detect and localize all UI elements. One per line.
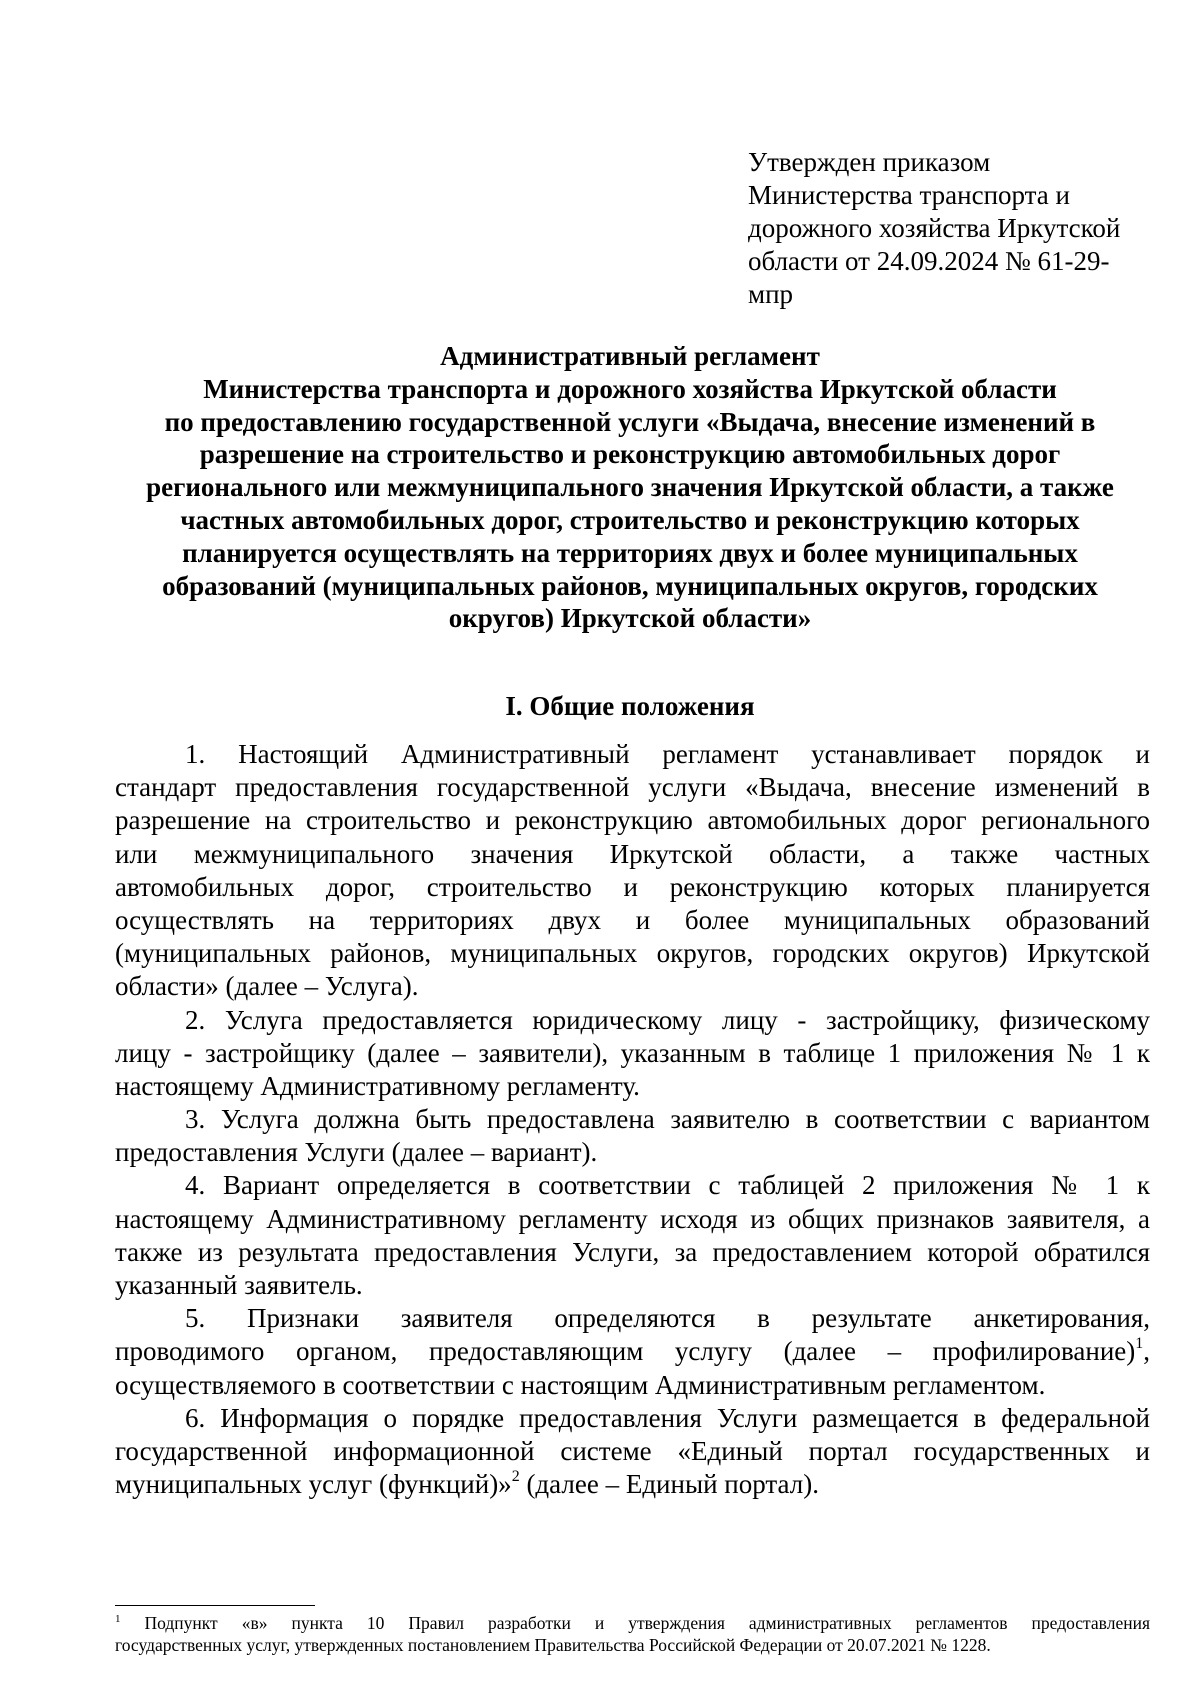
- paragraph-1-line: осуществлять на территориях двух и более муниципальных образований: [115, 904, 1150, 935]
- paragraph-5-text: проводимого органом, предоставляющим услугу (далее – профилирование): [115, 1336, 1136, 1367]
- footnote-ref-2[interactable]: 2: [511, 1468, 520, 1486]
- approval-stamp: [748, 146, 1148, 311]
- paragraph-6-line: 6. Информация о порядке предоставления Услуги размещается в федеральной: [185, 1402, 1150, 1433]
- paragraph-4-line: настоящему Административному регламенту исходя из общих признаков заявителя, а: [115, 1203, 1150, 1234]
- paragraph-2-line: настоящему Административному регламенту.: [115, 1070, 640, 1101]
- paragraph-2-line: 2. Услуга предоставляется юридическому лицу - застройщику, физическому: [185, 1004, 1150, 1035]
- title-line: по предоставлению государственной услуги «Выдача, внесение изменений в: [164, 406, 1096, 437]
- paragraph-6-line: [115, 1468, 1150, 1501]
- paragraph-5-line: осуществляемого в соответствии с настоящим Административным регламентом.: [115, 1369, 1046, 1400]
- paragraph-5-punct: ,: [1143, 1336, 1150, 1367]
- approval-line: дорожного хозяйства Иркутской: [748, 213, 1121, 243]
- footnote-marker: 1: [115, 1613, 121, 1625]
- footnote-ref-1[interactable]: 1: [1135, 1335, 1144, 1353]
- approval-line: области от 24.09.2024 № 61-29-: [748, 246, 1110, 276]
- footnote-separator: [115, 1605, 315, 1606]
- paragraph-5-line: [115, 1335, 1150, 1368]
- paragraph-1-line: 1. Настоящий Административный регламент устанавливает порядок и: [185, 739, 1150, 769]
- paragraph-3-line: предоставления Услуги (далее – вариант).: [115, 1137, 598, 1168]
- paragraph-1-line: разрешение на строительство и реконструкцию автомобильных дорог регионального: [115, 805, 1150, 836]
- document-title: [110, 340, 1150, 635]
- paragraph-3-line: 3. Услуга должна быть предоставлена заявителю в соответствии с вариантом: [185, 1104, 1150, 1135]
- paragraph-5-line: 5. Признаки заявителя определяются в результате анкетирования,: [185, 1303, 1150, 1334]
- title-line: образований (муниципальных районов, муниципальных округов, городских: [162, 570, 1098, 601]
- title-line: планируется осуществлять на территориях двух и более муниципальных: [182, 537, 1078, 568]
- paragraph-4-line: указанный заявитель.: [115, 1270, 363, 1300]
- footnote-line: государственных услуг, утвержденных постановлением Правительства Российской Федерации от 20.07.2021 № 1228.: [115, 1635, 991, 1655]
- paragraph-6-tail: (далее – Единый портал).: [519, 1469, 819, 1500]
- title-line: регионального или межмуниципального значения Иркутской области, а также: [146, 472, 1114, 503]
- document-body: [115, 738, 1150, 1501]
- footnote-text: Подпункт «в» пункта 10 Правил разработки и утверждения административных регламентов предоставления: [120, 1613, 1150, 1633]
- title-line: Министерства транспорта и дорожного хозяйства Иркутской области: [203, 373, 1057, 404]
- paragraph-1-line: области» (далее – Услуга).: [115, 971, 419, 1002]
- paragraph-1-line: автомобильных дорог, строительство и реконструкцию которых планируется: [115, 871, 1150, 902]
- footnote-1: [115, 1612, 1150, 1656]
- section-heading: I. Общие положения: [505, 691, 755, 721]
- title-line: округов) Иркутской области»: [448, 603, 812, 634]
- paragraph-4-line: также из результата предоставления Услуги, за предоставлением которой обратился: [115, 1236, 1150, 1267]
- title-line: разрешение на строительство и реконструкцию автомобильных дорог: [199, 439, 1061, 470]
- approval-line: Министерства транспорта и: [748, 180, 1070, 210]
- footnote-line: [115, 1612, 1150, 1634]
- title-line: Административный регламент: [440, 341, 820, 371]
- paragraph-1-line: стандарт предоставления государственной услуги «Выдача, внесение изменений в: [115, 772, 1150, 803]
- paragraph-4-line: 4. Вариант определяется в соответствии с таблицей 2 приложения № 1 к: [185, 1170, 1150, 1201]
- paragraph-6-line: государственной информационной системе «Единый портал государственных и: [115, 1435, 1150, 1466]
- paragraph-2-line: лицу - застройщику (далее – заявители), указанным в таблице 1 приложения № 1 к: [115, 1037, 1150, 1068]
- title-line: частных автомобильных дорог, строительство и реконструкцию которых: [180, 504, 1080, 535]
- paragraph-1-line: (муниципальных районов, муниципальных округов, городских округов) Иркутской: [115, 938, 1150, 969]
- paragraph-1-line: или межмуниципального значения Иркутской области, а также частных: [115, 838, 1150, 869]
- approval-line: мпр: [748, 279, 794, 309]
- approval-line: Утвержден приказом: [748, 147, 991, 177]
- paragraph-6-text: муниципальных услуг (функций)»: [115, 1469, 512, 1500]
